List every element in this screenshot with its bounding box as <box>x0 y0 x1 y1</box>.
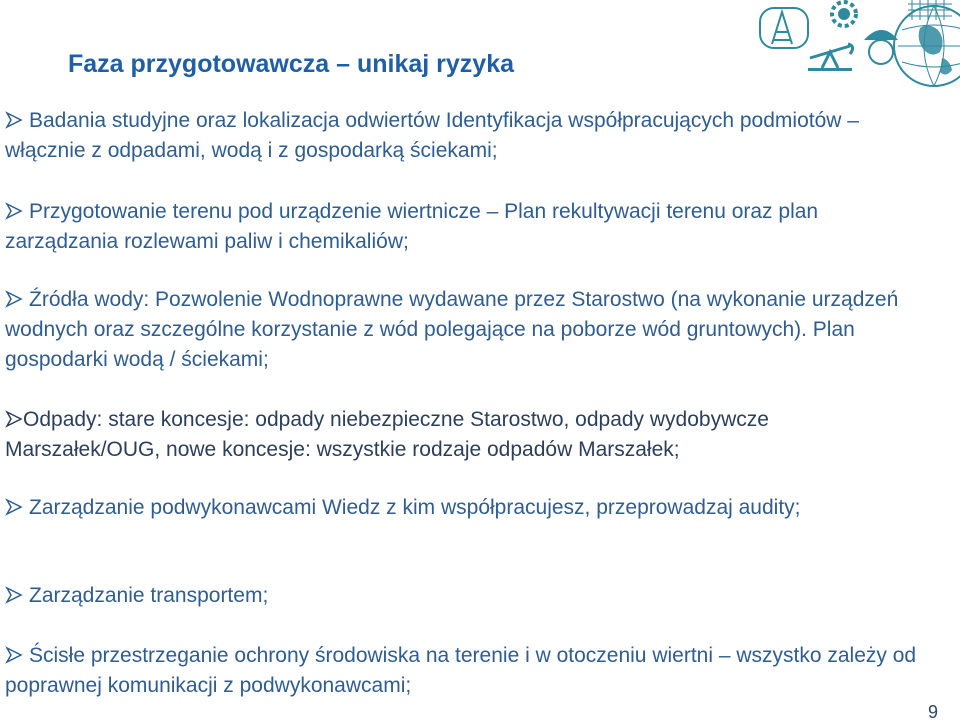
bullet-text: Przygotowanie terenu pod urządzenie wiertnicze – Plan rekultywacji terenu oraz plan zarządzania rozlewami paliw i chemikaliów; <box>5 200 819 253</box>
arrow-bullet-icon <box>5 646 29 664</box>
arrow-bullet-icon <box>5 202 29 220</box>
bullet-item <box>5 285 925 375</box>
company-logo-icon <box>752 0 960 92</box>
bullet-text: Ścisłe przestrzeganie ochrony środowiska na terenie i w otoczeniu wiertni – wszystko zależy od poprawnej komunikacji z podwykonawcami; <box>5 644 917 697</box>
bullet-text: Badania studyjne oraz lokalizacja odwiertów Identyfikacja współpracujących podmiotów – włącznie z odpadami, wodą i z gospodarką ściekami; <box>5 109 859 162</box>
bullet-text: Zarządzanie podwykonawcami Wiedz z kim współpracujesz, przeprowadzaj audity; <box>29 496 801 519</box>
arrow-bullet-icon <box>5 410 23 428</box>
bullet-item <box>5 581 925 611</box>
arrow-bullet-icon <box>5 290 29 308</box>
logo <box>752 0 960 92</box>
bullet-item <box>5 197 925 257</box>
bullet-item <box>5 641 925 701</box>
page-number: 9 <box>927 702 938 722</box>
bullet-text: Odpady: stare koncesje: odpady niebezpieczne Starostwo, odpady wydobywcze Marszałek/OUG, nowe koncesje: wszystkie rodzaje odpadów Marszałek; <box>5 408 769 461</box>
bullet-item <box>5 106 925 166</box>
bullet-text: Zarządzanie transportem; <box>29 584 269 607</box>
bullet-item <box>5 405 925 465</box>
page-title: Faza przygotowawcza – unikaj ryzyka <box>68 50 514 78</box>
arrow-bullet-icon <box>5 498 29 516</box>
arrow-bullet-icon <box>5 111 29 129</box>
bullet-text: Źródła wody: Pozwolenie Wodnoprawne wydawane przez Starostwo (na wykonanie urządzeń wodnych oraz szczególne korzystanie z wód polegające na poborze wód gruntowych). Plan gospodarki wodą / ściekami; <box>5 288 899 371</box>
arrow-bullet-icon <box>5 586 29 604</box>
bullet-item <box>5 493 925 523</box>
